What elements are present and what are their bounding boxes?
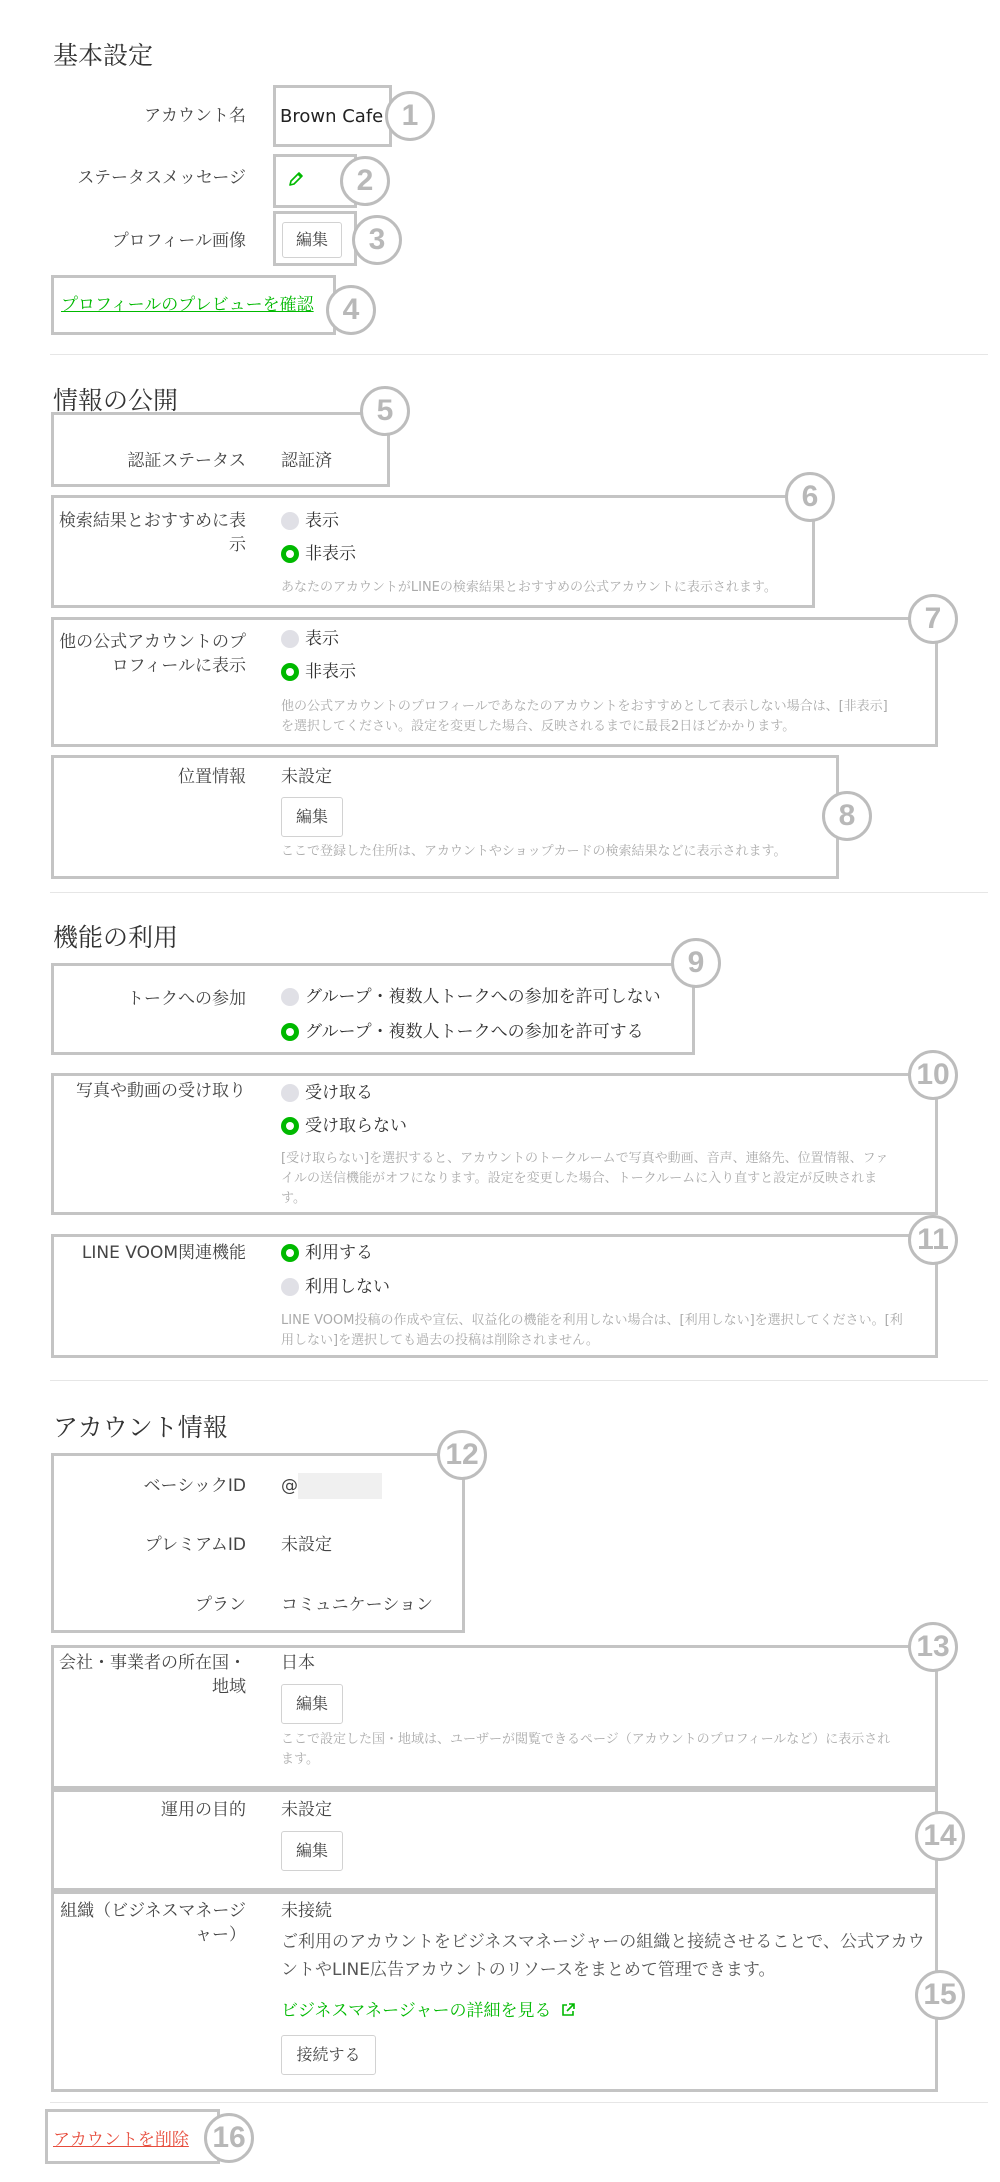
basic-id-label: ベーシックID <box>143 1476 246 1496</box>
other-profile-label-1: 他の公式アカウントのプ <box>59 632 246 652</box>
voom-nouse-radio[interactable] <box>281 1278 299 1296</box>
pencil-icon[interactable] <box>287 170 305 188</box>
search-display-label-1: 検索結果とおすすめに表 <box>58 511 246 531</box>
search-hide-radio[interactable] <box>281 545 299 563</box>
other-hide-radio[interactable] <box>281 663 299 681</box>
location-label: 位置情報 <box>178 767 246 787</box>
organization-description-1: ご利用のアカウントをビジネスマネージャーの組織と接続させることで、公式アカウ <box>281 1932 925 1952</box>
voom-nouse-option: 利用しない <box>305 1277 390 1297</box>
business-manager-link[interactable]: ビジネスマネージャーの詳細を見る <box>281 2001 552 2021</box>
organization-description-2: ントやLINE広告アカウントのリソースをまとめて管理できます。 <box>281 1960 776 1980</box>
media-receive-radio[interactable] <box>281 1084 299 1102</box>
organization-label-1: 組織（ビジネスマネージ <box>60 1901 246 1921</box>
country-description-2: ます。 <box>281 1752 319 1767</box>
talk-disallow-radio[interactable] <box>281 988 299 1006</box>
location-value: 未設定 <box>281 767 332 787</box>
cert-status-label: 認証ステータス <box>127 451 246 471</box>
purpose-edit-button[interactable]: 編集 <box>281 1831 343 1871</box>
country-label-1: 会社・事業者の所在国・ <box>59 1653 246 1673</box>
voom-label: LINE VOOM関連機能 <box>81 1243 246 1263</box>
search-display-label-2: 示 <box>229 535 246 555</box>
other-hide-label: 非表示 <box>305 662 356 682</box>
media-reject-option: 受け取らない <box>305 1116 407 1136</box>
status-message-label: ステータスメッセージ <box>77 168 246 188</box>
organization-value: 未接続 <box>281 1901 332 1921</box>
talk-participation-label: トークへの参加 <box>127 989 246 1009</box>
other-profile-label-2: ロフィールに表示 <box>111 656 246 676</box>
media-receive-label: 写真や動画の受け取り <box>76 1081 246 1101</box>
voom-description-1: LINE VOOM投稿の作成や宣伝、収益化の機能を利用しない場合は、[利用しない]を選択してください。[利 <box>281 1313 903 1328</box>
cert-status-value: 認証済 <box>281 451 332 471</box>
country-edit-button[interactable]: 編集 <box>281 1684 343 1724</box>
marker-10: 10 <box>908 1050 958 1100</box>
account-name-label: アカウント名 <box>144 106 246 126</box>
marker-14: 14 <box>915 1811 965 1861</box>
section-heading-basic: 基本設定 <box>53 41 154 70</box>
country-label-2: 地域 <box>212 1677 246 1697</box>
external-link-icon[interactable] <box>560 2002 576 2018</box>
country-value: 日本 <box>281 1653 315 1673</box>
marker-11: 11 <box>908 1215 958 1265</box>
marker-6: 6 <box>785 472 835 522</box>
section-heading-publish: 情報の公開 <box>53 386 179 415</box>
talk-disallow-label: グループ・複数人トークへの参加を許可しない <box>305 987 661 1007</box>
section-divider <box>50 1380 988 1381</box>
marker-8: 8 <box>822 791 872 841</box>
purpose-label: 運用の目的 <box>161 1800 246 1820</box>
voom-description-2: 用しない]を選択しても過去の投稿は削除されません。 <box>281 1333 599 1348</box>
marker-9: 9 <box>671 938 721 988</box>
profile-preview-link[interactable]: プロフィールのプレビューを確認 <box>61 295 314 315</box>
search-show-radio[interactable] <box>281 512 299 530</box>
marker-1: 1 <box>385 91 435 141</box>
media-description-2: イルの送信機能がオフになります。設定を変更した場合、トークルームに入り直すと設定が反映されま <box>281 1171 878 1186</box>
media-receive-option: 受け取る <box>305 1083 373 1103</box>
account-name-value[interactable]: Brown Cafe <box>280 106 384 127</box>
profile-image-edit-button[interactable]: 編集 <box>282 222 342 258</box>
voom-use-option: 利用する <box>305 1243 373 1263</box>
country-description-1: ここで設定した国・地域は、ユーザーが閲覧できるページ（アカウントのプロフィールなど）に表示され <box>281 1732 891 1747</box>
section-divider <box>50 354 988 355</box>
premium-id-label: プレミアムID <box>144 1535 246 1555</box>
voom-use-radio[interactable] <box>281 1244 299 1262</box>
media-reject-radio[interactable] <box>281 1117 299 1135</box>
marker-16: 16 <box>204 2113 254 2163</box>
connect-button[interactable]: 接続する <box>281 2035 376 2075</box>
other-show-radio[interactable] <box>281 630 299 648</box>
media-description-1: [受け取らない]を選択すると、アカウントのトークルームで写真や動画、音声、連絡先、位置情報、ファ <box>281 1151 889 1166</box>
marker-13: 13 <box>908 1622 958 1672</box>
location-edit-button[interactable]: 編集 <box>281 797 343 837</box>
profile-image-label: プロフィール画像 <box>111 231 246 251</box>
organization-label-2: ャー） <box>195 1925 246 1945</box>
marker-3: 3 <box>352 215 402 265</box>
marker-2: 2 <box>340 156 390 206</box>
marker-7: 7 <box>908 594 958 644</box>
marker-5: 5 <box>360 386 410 436</box>
marker-12: 12 <box>437 1430 487 1480</box>
plan-label: プラン <box>195 1595 246 1615</box>
basic-id-redacted <box>298 1473 382 1499</box>
location-description: ここで登録した住所は、アカウントやショップカードの検索結果などに表示されます。 <box>281 844 787 859</box>
premium-id-value: 未設定 <box>281 1535 332 1555</box>
other-show-label: 表示 <box>305 629 339 649</box>
talk-allow-radio[interactable] <box>281 1023 299 1041</box>
media-description-3: す。 <box>281 1191 306 1206</box>
basic-id-prefix: @ <box>281 1476 298 1496</box>
section-heading-features: 機能の利用 <box>53 923 179 952</box>
search-hide-label: 非表示 <box>305 544 356 564</box>
marker-15: 15 <box>915 1970 965 2020</box>
delete-account-link[interactable]: アカウントを削除 <box>53 2130 189 2150</box>
search-show-label: 表示 <box>305 511 339 531</box>
section-divider <box>50 892 988 893</box>
section-divider <box>50 2102 988 2103</box>
section-heading-account: アカウント情報 <box>53 1413 228 1442</box>
purpose-value: 未設定 <box>281 1800 332 1820</box>
talk-allow-label: グループ・複数人トークへの参加を許可する <box>305 1022 644 1042</box>
other-profile-description-1: 他の公式アカウントのプロフィールであなたのアカウントをおすすめとして表示しない場合は、[非表示] <box>281 699 888 714</box>
marker-4: 4 <box>326 285 376 335</box>
other-profile-description-2: を選択してください。設定を変更した場合、反映されるまでに最長2日ほどかかります。 <box>281 719 796 734</box>
search-display-description: あなたのアカウントがLINEの検索結果とおすすめの公式アカウントに表示されます。 <box>281 580 777 595</box>
plan-value: コミュニケーション <box>281 1595 433 1615</box>
